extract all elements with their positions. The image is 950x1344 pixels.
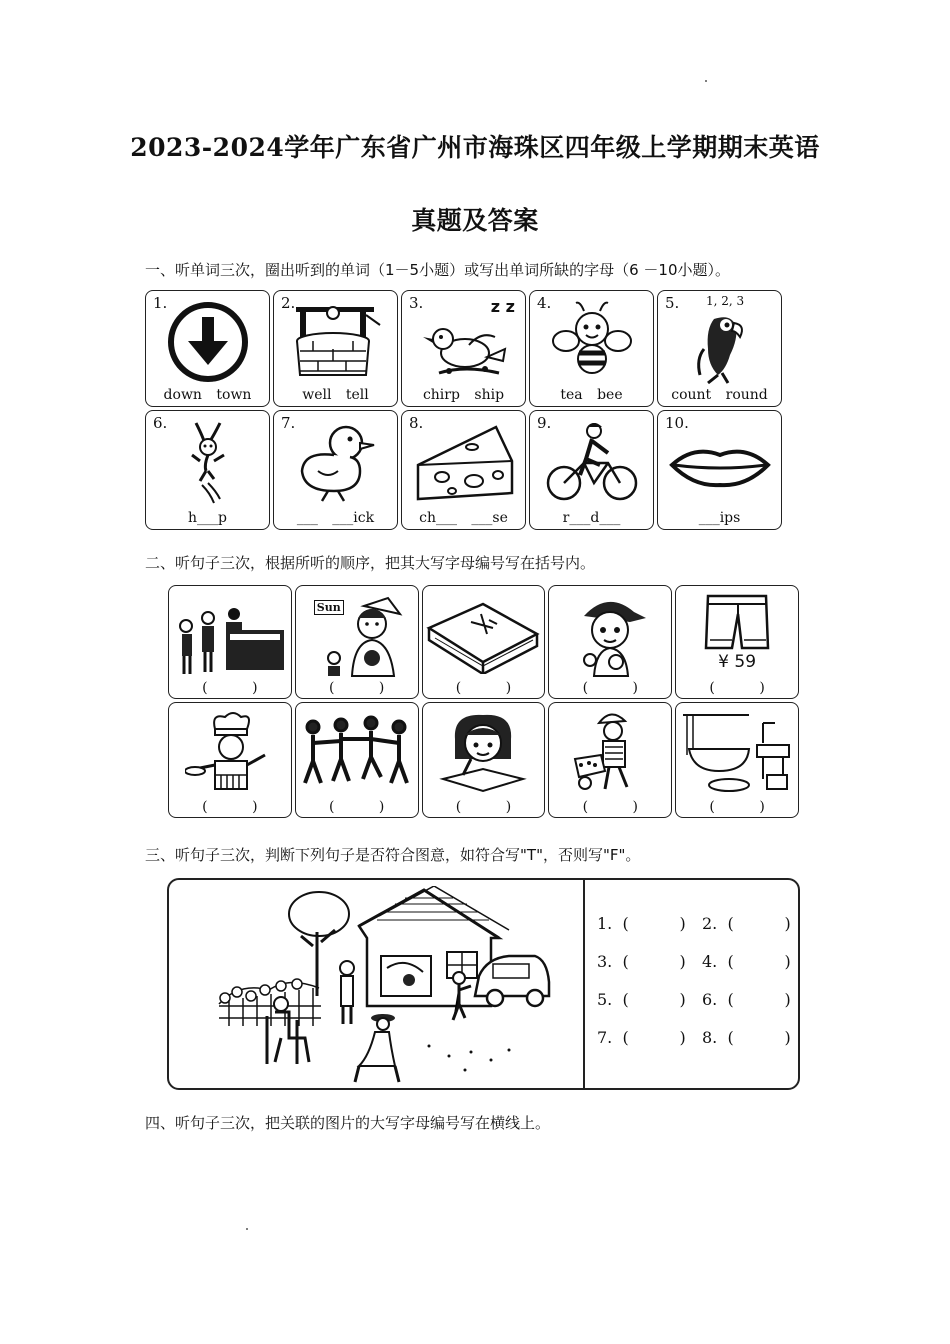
- picture-card: [168, 702, 292, 818]
- word-card: [529, 410, 654, 530]
- girl-writing-icon: [433, 709, 533, 793]
- girl-calendar-icon: [302, 592, 412, 678]
- bicycle-icon: [544, 417, 640, 503]
- item-number: 6.: [153, 414, 168, 432]
- page-title: 2023-2024学年广东省广州市海珠区四年级上学期期末英语: [130, 133, 820, 162]
- picture-card: [675, 585, 799, 699]
- price-label: ¥ 59: [718, 652, 757, 672]
- answer-parentheses: ( ): [582, 680, 638, 696]
- word-blank: h___p: [188, 510, 227, 526]
- item-number: 1.: [153, 294, 168, 312]
- word-card: [529, 290, 654, 407]
- answer-slot-1: 1. ( ): [597, 914, 686, 933]
- word-choices: down town: [163, 387, 252, 403]
- answer-slot-4: 4. ( ): [702, 952, 791, 971]
- word-blank: r___d___: [562, 510, 621, 526]
- worker-icon: [565, 707, 655, 795]
- word-card: [657, 410, 782, 530]
- scene-divider: [583, 880, 585, 1088]
- word-choices: count round: [671, 387, 768, 403]
- kids-playing-icon: [299, 711, 415, 791]
- answer-parentheses: ( ): [709, 799, 765, 815]
- rabbit-icon: [178, 419, 238, 505]
- picture-card: [548, 585, 672, 699]
- answer-parentheses: ( ): [202, 680, 258, 696]
- word-choices: tea bee: [560, 387, 623, 403]
- item-number: 5.: [665, 294, 680, 312]
- answer-parentheses: ( ): [328, 799, 385, 815]
- section4-instruction: 四、听句子三次，把关联的图片的大写字母编号写在横线上。: [145, 1114, 551, 1132]
- cheese-icon: [412, 421, 516, 501]
- sleep-z-label: z z: [490, 297, 515, 316]
- answer-parentheses: ( ): [455, 799, 512, 815]
- section1-grid: [145, 290, 782, 530]
- item-number: 3.: [409, 294, 424, 312]
- section3-scene-box: [167, 878, 800, 1090]
- item-number: 2.: [281, 294, 296, 312]
- word-card: [145, 410, 270, 530]
- word-blank: ___ips: [698, 510, 741, 526]
- word-card: [401, 290, 526, 407]
- item-number: 4.: [537, 294, 552, 312]
- word-card: [145, 290, 270, 407]
- piano-people-icon: [172, 596, 288, 678]
- down-arrow-icon: [164, 301, 252, 383]
- word-blank: ch___ ___se: [419, 510, 508, 526]
- answer-slot-5: 5. ( ): [597, 990, 686, 1009]
- answer-parentheses: ( ): [582, 799, 638, 815]
- bathroom-icon: [679, 709, 795, 795]
- page-subtitle: 真题及答案: [411, 206, 539, 235]
- house-scene-illustration: [209, 886, 559, 1086]
- boy-cap-icon: [570, 590, 650, 680]
- parrot-icon: [688, 309, 752, 385]
- picture-card: [422, 702, 546, 818]
- answer-slot-8: 8. ( ): [702, 1028, 791, 1047]
- counting-label: 1, 2, 3: [706, 294, 745, 308]
- item-number: 10.: [665, 414, 689, 432]
- word-card: [273, 290, 398, 407]
- cook-icon: [185, 709, 275, 795]
- answer-parentheses: ( ): [202, 799, 258, 815]
- book-icon: [425, 598, 541, 674]
- speck: [705, 80, 707, 82]
- chick-icon: [294, 421, 378, 503]
- word-card: [273, 410, 398, 530]
- item-number: 7.: [281, 414, 296, 432]
- lips-icon: [668, 443, 772, 489]
- picture-card: [422, 585, 546, 699]
- word-card: [657, 290, 782, 407]
- speck: [246, 1228, 248, 1230]
- item-number: 9.: [537, 414, 552, 432]
- answer-slot-2: 2. ( ): [702, 914, 791, 933]
- word-choices: well tell: [302, 387, 369, 403]
- well-icon: [288, 301, 384, 381]
- section3-instruction: 三、听句子三次，判断下列句子是否符合图意，如符合写"T"，否则写"F"。: [145, 846, 641, 864]
- picture-card: [675, 702, 799, 818]
- section2-instruction: 二、听句子三次，根据所听的顺序，把其大写字母编号写在括号内。: [145, 554, 596, 572]
- calendar-label: Sun: [314, 600, 344, 615]
- word-blank: ___ ___ick: [296, 510, 375, 526]
- answer-slot-7: 7. ( ): [597, 1028, 686, 1047]
- picture-card: [295, 585, 419, 699]
- answer-slot-6: 6. ( ): [702, 990, 791, 1009]
- picture-card: [168, 585, 292, 699]
- section2-grid: [168, 585, 799, 818]
- answer-parentheses: ( ): [709, 680, 765, 696]
- item-number: 8.: [409, 414, 424, 432]
- word-choices: chirp ship: [422, 387, 505, 403]
- picture-card: [295, 702, 419, 818]
- bird-icon: [419, 319, 509, 381]
- word-card: [401, 410, 526, 530]
- picture-card: [548, 702, 672, 818]
- bee-icon: [550, 297, 634, 381]
- answer-parentheses: ( ): [328, 680, 385, 696]
- answer-parentheses: ( ): [455, 680, 512, 696]
- shorts-icon: [702, 592, 772, 654]
- section1-instruction: 一、听单词三次，圈出听到的单词（1－5小题）或写出单词所缺的字母（6 －10小题）。: [145, 261, 730, 279]
- answer-slot-3: 3. ( ): [597, 952, 686, 971]
